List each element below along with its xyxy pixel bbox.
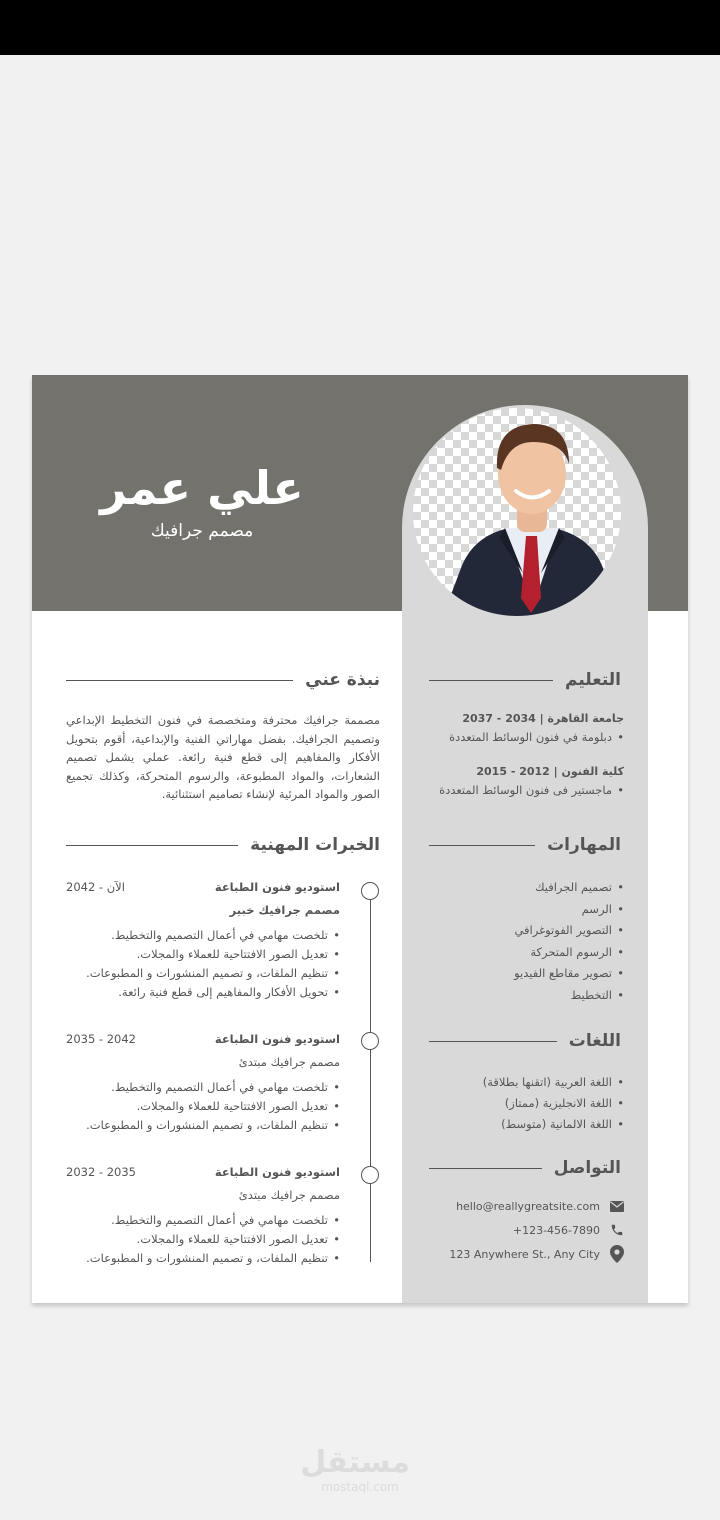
languages-heading <box>429 1031 621 1051</box>
skill-item: • تصميم الجرافيك <box>432 877 624 899</box>
job-date: 2042 - الآن <box>66 880 125 894</box>
job-company: استوديو فنون الطباعة <box>214 1032 340 1046</box>
skills-list <box>432 877 624 1006</box>
education-entry <box>429 712 624 744</box>
job-duty: • تلخصت مهامي في أعمال التصميم والتخطيط. <box>66 1078 340 1097</box>
job-date: 2032 - 2035 <box>66 1165 136 1179</box>
job-duty: • تنظيم الملفات، و تصميم المنشورات و المطبوعات. <box>66 1249 340 1268</box>
education-title: التعليم <box>565 670 621 690</box>
email-text: hello@reallygreatsite.com <box>456 1200 600 1213</box>
email-icon <box>610 1201 624 1212</box>
job-duty: • تلخصت مهامي في أعمال التصميم والتخطيط. <box>66 926 340 945</box>
skills-heading <box>429 835 621 855</box>
contact-heading <box>429 1158 621 1178</box>
timeline-dot <box>361 1032 379 1050</box>
divider <box>66 680 293 681</box>
skills-title: المهارات <box>547 835 621 855</box>
experience-entry <box>66 1032 340 1135</box>
watermark-latin: mostaql.com <box>321 1480 399 1494</box>
timeline-dot <box>361 882 379 900</box>
phone-icon <box>610 1223 624 1237</box>
education-list <box>429 712 624 797</box>
divider <box>429 845 535 846</box>
divider <box>429 1041 557 1042</box>
person-portrait-icon <box>413 408 621 616</box>
experience-entry <box>66 880 340 1002</box>
contact-phone[interactable] <box>432 1223 624 1237</box>
watermark-arabic: مستقل <box>300 1445 410 1480</box>
job-duty: • تنظيم الملفات، و تصميم المنشورات و المطبوعات. <box>66 1116 340 1135</box>
about-heading <box>66 670 380 690</box>
education-institution: جامعة القاهرة | 2034 - 2037 <box>462 712 624 725</box>
languages-title: اللغات <box>568 1031 621 1051</box>
address-text: 123 Anywhere St., Any City <box>449 1247 600 1261</box>
job-duty: • تعديل الصور الافتتاحية للعملاء والمجلات. <box>66 945 340 964</box>
job-duty: • تعديل الصور الافتتاحية للعملاء والمجلات. <box>66 1097 340 1116</box>
status-bar <box>0 0 720 55</box>
contact-title: التواصل <box>553 1158 621 1178</box>
full-name: علي عمر <box>100 461 304 515</box>
language-item: • اللغة العربية (اتقنها بطلاقة) <box>432 1072 624 1093</box>
job-duty: • تنظيم الملفات، و تصميم المنشورات و المطبوعات. <box>66 964 340 983</box>
watermark-logo <box>300 1445 410 1494</box>
profile-photo <box>413 408 621 616</box>
location-pin-icon <box>610 1245 624 1263</box>
timeline-line <box>370 892 371 1262</box>
education-degree: • دبلومة في فنون الوسائط المتعددة <box>429 730 624 744</box>
experience-title: الخبرات المهنية <box>250 835 380 855</box>
skill-item: • التصوير الفوتوغرافي <box>432 920 624 942</box>
about-text: مصممة جرافيك محترفة ومتخصصة في فنون التخطيط الإبداعي وتصميم الجرافيك. بفضل مهاراتي الفنية والإبداعية، أقوم بتحويل الأفكار والمفاهيم إلى قطع فنية رائعة. عملي يشمل تصميم الشعارات، والمواد المطبوعة، والرسوم المتحركة، وكذلك تجميع الصور والمواد المرئية لإنشاء تصاميم استثنائية. <box>66 713 380 801</box>
job-duty: • تعديل الصور الافتتاحية للعملاء والمجلات. <box>66 1230 340 1249</box>
experience-heading <box>66 835 380 855</box>
job-role: مصمم جرافيك مبتدئ <box>238 1188 340 1202</box>
experience-entry <box>66 1165 340 1268</box>
skill-item: • تصوير مقاطع الفيديو <box>432 963 624 985</box>
skill-item: • التخطيط <box>432 985 624 1007</box>
education-entry <box>429 765 624 797</box>
education-degree: • ماجستير فى فنون الوسائط المتعددة <box>429 783 624 797</box>
job-title: مصمم جرافيك <box>150 521 254 541</box>
divider <box>429 1168 542 1169</box>
language-item: • اللغة الالمانية (متوسط) <box>432 1114 624 1135</box>
skill-item: • الرسوم المتحركة <box>432 942 624 964</box>
language-item: • اللغة الانجليزية (ممتاز) <box>432 1093 624 1114</box>
contact-email[interactable] <box>432 1200 624 1213</box>
about-title: نبذة عني <box>305 670 380 690</box>
skill-item: • الرسم <box>432 899 624 921</box>
job-company: استوديو فنون الطباعة <box>214 880 340 894</box>
resume-page <box>32 375 688 1303</box>
job-date: 2035 - 2042 <box>66 1032 136 1046</box>
education-institution: كلية الفنون | 2012 - 2015 <box>476 765 624 778</box>
divider <box>66 845 238 846</box>
job-role: مصمم جرافيك خبير <box>229 903 340 917</box>
job-role: مصمم جرافيك مبتدئ <box>238 1055 340 1069</box>
job-duty: • تحويل الأفكار والمفاهيم إلى قطع فنية رائعة. <box>66 983 340 1002</box>
job-company: استوديو فنون الطباعة <box>214 1165 340 1179</box>
divider <box>429 680 553 681</box>
education-heading <box>429 670 621 690</box>
job-duty: • تلخصت مهامي في أعمال التصميم والتخطيط. <box>66 1211 340 1230</box>
timeline-dot <box>361 1166 379 1184</box>
languages-list <box>432 1072 624 1135</box>
phone-text: +123-456-7890 <box>512 1223 600 1237</box>
contact-address <box>432 1245 624 1263</box>
